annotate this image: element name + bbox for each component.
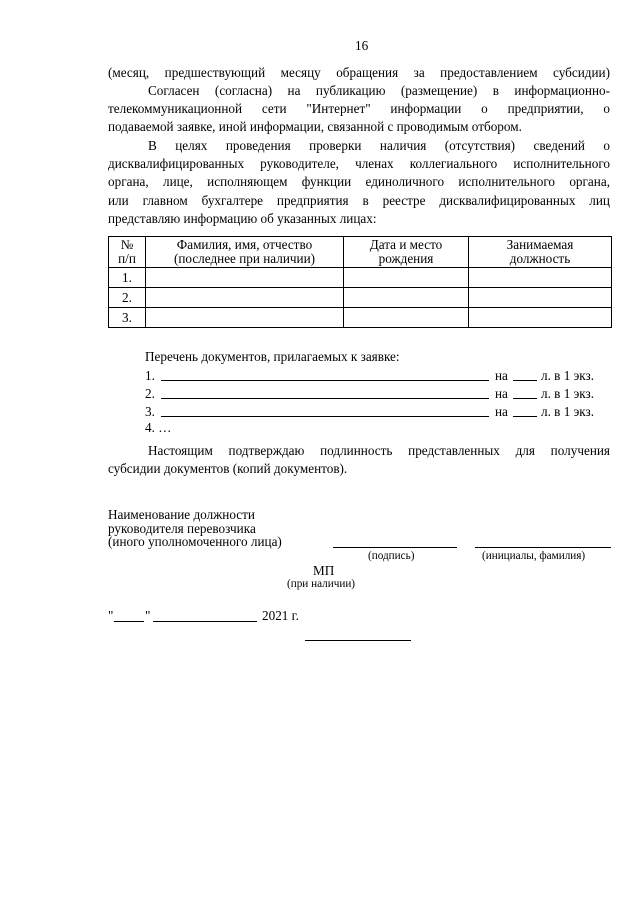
text-line: органа, лице, исполняющем функции единоличного исполнительного органа, <box>108 174 610 190</box>
documents-title: Перечень документов, прилагаемых к заявке: <box>145 349 400 364</box>
date-year: 2021 г. <box>262 608 299 623</box>
cell-birth[interactable] <box>344 288 469 308</box>
date-quote-close: " <box>145 608 151 623</box>
text-line: телекоммуникационной сети "Интернет" информации о предприятии, о <box>108 101 610 117</box>
cell-birth[interactable] <box>344 308 469 328</box>
document-name-field[interactable] <box>161 380 489 381</box>
header-full-name: Фамилия, имя, отчество (последнее при наличии) <box>146 237 344 268</box>
document-number: 1. <box>145 368 155 383</box>
document-pages-field[interactable] <box>513 398 537 399</box>
document-item <box>145 385 603 403</box>
consent-paragraph <box>108 82 610 137</box>
table-row <box>109 268 612 288</box>
document-item-last: 4. … <box>145 420 172 435</box>
signature-field[interactable] <box>333 547 457 548</box>
text-line: подаваемой заявке, иной информации, связанной с проводимым отбором. <box>108 119 522 135</box>
document-tail: л. в 1 экз. <box>541 386 594 401</box>
table-row <box>109 288 612 308</box>
document-number: 2. <box>145 386 155 401</box>
text-line: дисквалифицированных руководителе, членах коллегиального исполнительного <box>108 156 610 172</box>
text-line: руководителя перевозчика <box>108 520 256 536</box>
date-month-field[interactable] <box>153 621 257 622</box>
text-line: Наименование должности <box>108 507 255 522</box>
cell-full-name[interactable] <box>146 268 344 288</box>
document-tail: л. в 1 экз. <box>541 368 594 383</box>
document-item <box>145 367 603 385</box>
text-line: Согласен (согласна) на публикацию (размещение) в информационно- <box>148 83 610 98</box>
date-quote-open: " <box>108 608 114 623</box>
document-tail: л. в 1 экз. <box>541 404 594 419</box>
text-line: или главном бухгалтере предприятия в реестре дисквалифицированных лиц <box>108 192 610 208</box>
document-na: на <box>495 386 508 401</box>
header-number: № п/п <box>109 237 146 268</box>
cell-position[interactable] <box>469 308 612 328</box>
row-number: 1. <box>109 268 146 288</box>
document-na: на <box>495 368 508 383</box>
text-line: (иного уполномоченного лица) <box>108 534 282 549</box>
text-line: В целях проведения проверки наличия (отсутствия) сведений о <box>148 138 610 153</box>
document-name-field[interactable] <box>161 398 489 399</box>
row-number: 2. <box>109 288 146 308</box>
persons-table <box>108 236 612 328</box>
table-row <box>109 308 612 328</box>
name-field[interactable] <box>475 547 611 548</box>
registry-paragraph <box>108 137 610 228</box>
stamp-label: МП <box>313 563 335 578</box>
name-caption: (инициалы, фамилия) <box>482 550 586 562</box>
confirm-paragraph <box>108 442 610 478</box>
header-birth: Дата и место рождения <box>344 237 469 268</box>
text-line: субсидии документов (копий документов). <box>108 461 348 477</box>
cell-position[interactable] <box>469 288 612 308</box>
document-pages-field[interactable] <box>513 416 537 417</box>
text-line: Настоящим подтверждаю подлинность представленных для получения <box>148 443 610 458</box>
header-position: Занимаемая должность <box>469 237 612 268</box>
text-line: представляю информацию об указанных лицах: <box>108 210 377 226</box>
cell-position[interactable] <box>469 268 612 288</box>
table-header-row <box>109 237 612 268</box>
date-day-field[interactable] <box>114 621 144 622</box>
intro-line: (месяц, предшествующий месяцу обращения за предоставлением субсидии) <box>108 65 610 80</box>
page-number: 16 <box>355 38 369 53</box>
bottom-rule <box>305 640 411 641</box>
row-number: 3. <box>109 308 146 328</box>
document-pages-field[interactable] <box>513 380 537 381</box>
document-name-field[interactable] <box>161 416 489 417</box>
document-na: на <box>495 404 508 419</box>
signature-caption: (подпись) <box>368 550 415 562</box>
cell-birth[interactable] <box>344 268 469 288</box>
signature-position-label <box>108 508 282 549</box>
document-item <box>145 403 603 421</box>
cell-full-name[interactable] <box>146 288 344 308</box>
stamp-note: (при наличии) <box>287 578 356 590</box>
document-number: 3. <box>145 404 155 419</box>
cell-full-name[interactable] <box>146 308 344 328</box>
intro-paragraph <box>108 64 610 82</box>
